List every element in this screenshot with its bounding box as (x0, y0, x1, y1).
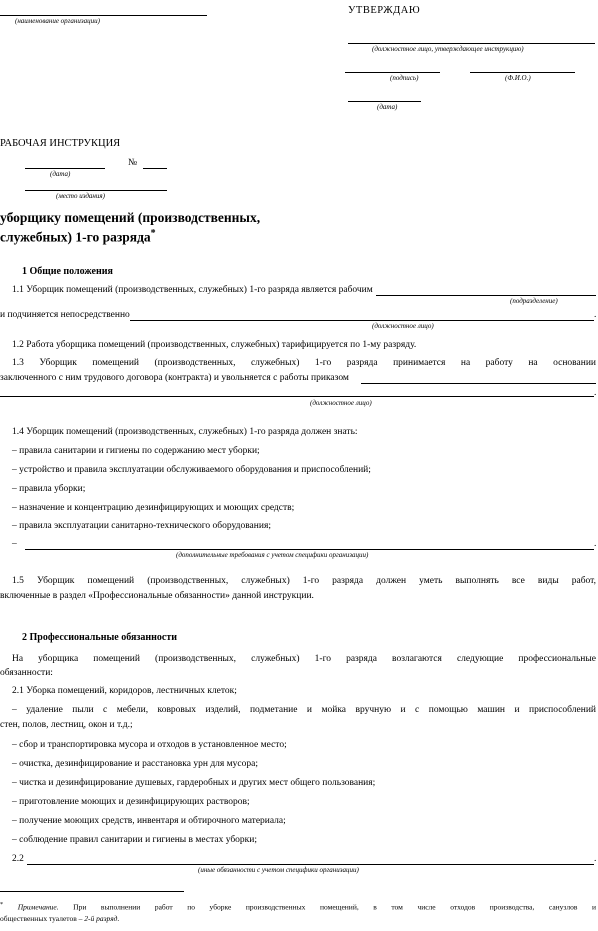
doc-date-line (25, 168, 105, 169)
duty-item: – сбор и транспортировка мусора и отходов в установленное место; (12, 740, 287, 750)
duty-item: – приготовление моющих и дезинфицирующих растворов; (12, 797, 250, 807)
section2-intro-line2: обязанности: (0, 668, 53, 678)
supervisor-caption: (должностное лицо) (372, 322, 434, 330)
dismissal-line-a (361, 374, 596, 384)
p1-2-text: 1.2 Работа уборщика помещений (производственных, служебных) тарифицируется по 1-му разряду. (12, 340, 417, 350)
footnote-line1 (0, 901, 596, 912)
subdivision-caption: (подразделение) (510, 297, 558, 305)
org-name-line (0, 15, 207, 16)
p2-1-text: 2.1 Уборка помещений, коридоров, лестничных клеток; (12, 686, 237, 696)
footnote-mark: * (0, 901, 4, 908)
knowledge-item: – назначение и концентрацию дезинфицирующих и моющих средств; (12, 503, 295, 513)
p2-2-text: 2.2 (12, 854, 24, 864)
knowledge-item: – правила уборки; (12, 484, 86, 494)
dismissal-line-b (0, 396, 594, 397)
footnote-label: Примечание. (17, 902, 59, 912)
p1-3-line1: 1.3 Уборщик помещений (производственных, служебных) 1-го разряда принимается на работу на основании (12, 358, 596, 368)
signature-caption: (подпись) (390, 74, 419, 82)
knowledge-item: – правила эксплуатации санитарно-технического оборудования; (12, 521, 271, 531)
extra-requirements-line (25, 539, 597, 550)
approver-line (348, 43, 595, 44)
p1-1-cont-text: и подчиняется непосредственно (0, 310, 130, 320)
duty-item: – очистка, дезинфицирование и расстановка урн для мусора; (12, 759, 258, 769)
p2-2-row (12, 854, 597, 865)
doc-place-line (25, 190, 167, 191)
duty-item-line1: – удаление пыли с мебели, ковровых изделий, подметание и мойка вручную и с помощью машин и приспособлений (12, 705, 596, 715)
doc-place-caption: (место издания) (56, 192, 105, 200)
document-title-line2 (0, 228, 156, 246)
extra-requirements-caption: (дополнительные требования с учетом специфики организации) (176, 551, 369, 559)
p1-3-line2-text: заключенного с ним трудового договора (контракта) и увольняется с работы приказом (0, 373, 349, 383)
p1-3-line2-row (0, 373, 596, 384)
extra-requirements-row (12, 539, 597, 550)
footnote-rank: 2-й разряд. (84, 914, 120, 923)
subdivision-line (376, 286, 596, 296)
extra-dash: – (12, 539, 17, 549)
footnote-text1: При выполнении работ по уборке производственных помещений, в том числе отходов производства, санузлов и (58, 902, 596, 912)
supervisor-line (130, 310, 597, 321)
doc-date-caption: (дата) (50, 170, 71, 178)
title-footnote-mark: * (150, 228, 156, 239)
p1-5-line1: 1.5 Уборщик помещений (производственных, служебных) 1-го разряда должен уметь выполнять все виды работ, (12, 576, 596, 586)
p1-1-cont-row (0, 310, 597, 321)
p1-4-text: 1.4 Уборщик помещений (производственных, служебных) 1-го разряда должен знать: (12, 427, 358, 437)
duty-item: – соблюдение правил санитарии и гигиены в местах уборки; (12, 835, 258, 845)
other-duties-caption: (иные обязанности с учетом специфики организации) (198, 866, 359, 874)
footnote-separator (0, 891, 184, 892)
signature-line (345, 72, 440, 73)
footnote-text2: общественных туалетов – (0, 914, 85, 923)
approve-date-caption: (дата) (377, 103, 398, 111)
approve-date-line (348, 101, 421, 102)
p1-5-line2: включенные в раздел «Профессиональные обязанности» данной инструкции. (0, 591, 314, 601)
document-type: РАБОЧАЯ ИНСТРУКЦИЯ (0, 138, 121, 149)
dismissal-caption: (должностное лицо) (310, 399, 372, 407)
document-title-line1: уборщику помещений (производственных, (0, 210, 261, 225)
knowledge-item: – устройство и правила эксплуатации обслуживаемого оборудования и приспособлений; (12, 465, 371, 475)
duty-item: – чистка и дезинфицирование душевых, гардеробных и других мест общего пользования; (12, 778, 376, 788)
period-mark: . (594, 310, 597, 320)
fio-line (470, 72, 575, 73)
period-mark-3: . (594, 539, 597, 549)
other-duties-line (27, 854, 597, 865)
section2-heading: 2 Профессиональные обязанности (22, 632, 178, 643)
footnote-line2 (0, 914, 119, 923)
p1-1-row (12, 285, 596, 296)
org-name-caption: (наименование организации) (15, 17, 100, 25)
section1-heading: 1 Общие положения (22, 266, 113, 277)
period-mark-2: . (594, 388, 597, 398)
approve-label: УТВЕРЖДАЮ (348, 5, 421, 16)
approver-caption: (должностное лицо, утверждающее инструкцию) (372, 45, 524, 53)
p1-1-text: 1.1 Уборщик помещений (производственных, служебных) 1-го разряда является рабочим (12, 285, 373, 295)
section2-intro-line1: На уборщика помещений (производственных, служебных) 1-го разряда возлагаются следующие профессиональные (12, 654, 596, 664)
fio-caption: (Ф.И.О.) (505, 74, 531, 82)
period-mark-4: . (594, 854, 597, 864)
title-text: служебных) 1-го разряда (0, 229, 151, 245)
knowledge-item: – правила санитарии и гигиены по содержанию мест уборки; (12, 446, 260, 456)
duty-item: – получение моющих средств, инвентаря и обтирочного материала; (12, 816, 286, 826)
doc-number-label: № (128, 158, 138, 168)
doc-number-line (143, 168, 167, 169)
duty-item-line2: стен, полов, лестниц, окон и т.д.; (0, 720, 133, 730)
